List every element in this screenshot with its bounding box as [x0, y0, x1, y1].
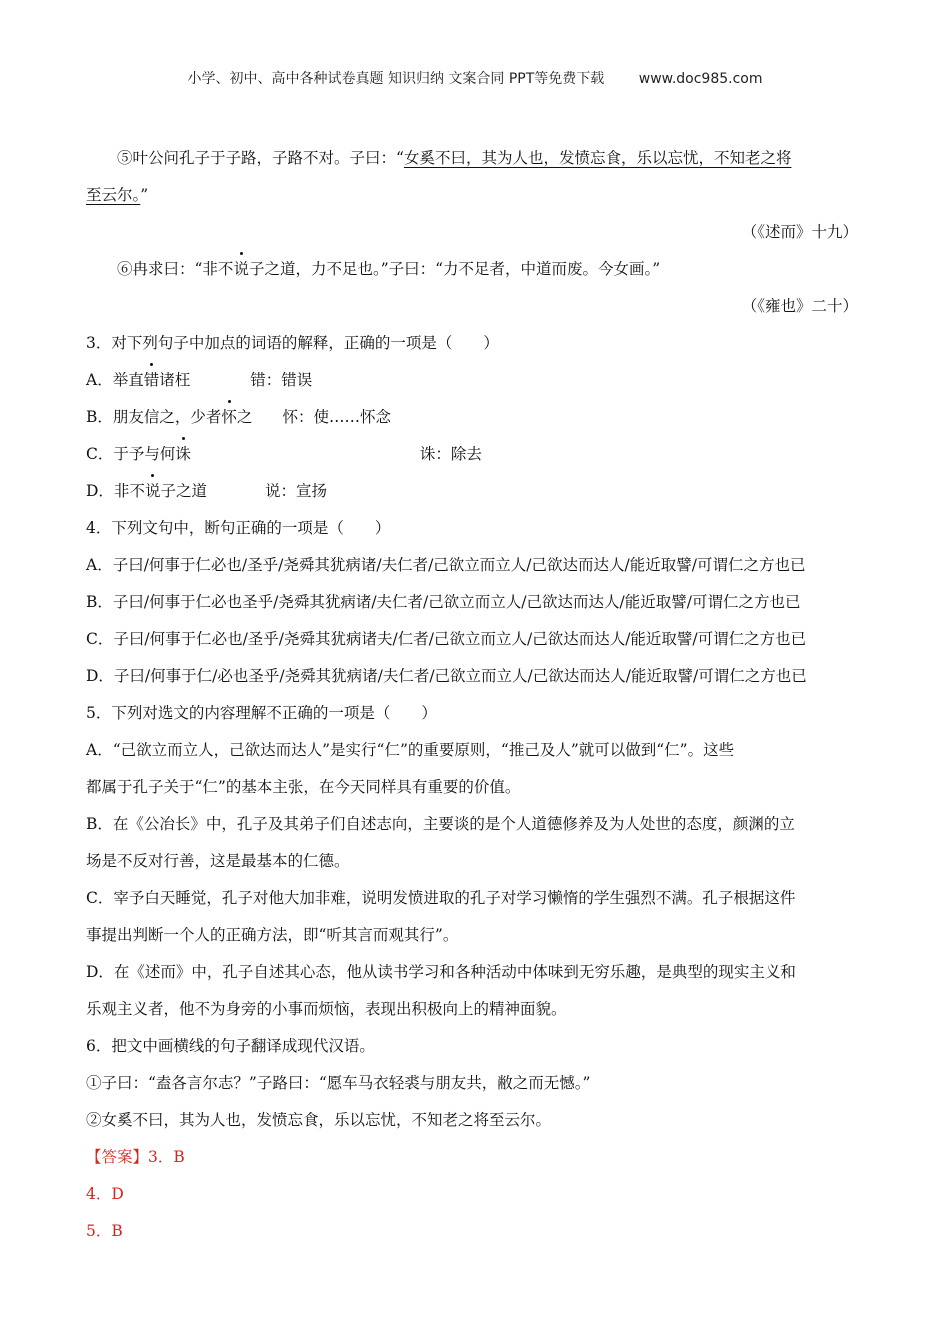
- q3-b-post: 之: [236, 408, 253, 426]
- passage-6-post: 子之道，力不足也。”子曰：“力不足者，中道而废。今女画。”: [248, 260, 661, 278]
- document-body: [86, 140, 858, 1250]
- q4-option-a: A．子曰/何事于仁必也/圣乎/尧舜其犹病诸/夫仁者/己欲立而立人/己欲达而达人/能近取譬/可谓仁之方也已: [86, 556, 806, 574]
- q4-option-b: B．子曰/何事于仁必也圣乎/尧舜其犹病诸/夫仁者/己欲立而立人/己欲达而达人/能近取譬/可谓仁之方也已: [86, 593, 801, 611]
- q5-option-a-1: A．“己欲立而立人，己欲达而达人”是实行“仁”的重要原则，“推己及人”就可以做到“仁”。这些: [86, 741, 735, 759]
- q3-b-dot: 怀: [221, 399, 237, 436]
- q3-option-b: [86, 399, 858, 436]
- answer-5: 5．B: [86, 1222, 123, 1240]
- q5-option-d-2: 乐观主义者，他不为身旁的小事而烦恼，表现出积极向上的精神面貌。: [86, 1000, 567, 1018]
- q3-option-d: [86, 473, 858, 510]
- passage-5-post: ”: [140, 186, 149, 204]
- q5-option-d-1: D．在《述而》中，孔子自述其心态，他从读书学习和各种活动中体味到无穷乐趣，是典型的现实主义和: [86, 963, 796, 981]
- q3-a-gloss: 错：错误: [250, 371, 313, 389]
- passage-6-source: （《雍也》二十）: [741, 297, 858, 315]
- passage-6-dotted-word: 说: [233, 251, 249, 288]
- q3-d-pre: D．非不: [86, 482, 145, 500]
- q4-option-c: C．子曰/何事于仁必也/圣乎/尧舜其犹病诸夫/仁者/己欲立而立人/己欲达而达人/能近取譬/可谓仁之方也已: [86, 630, 807, 648]
- passage-6-pre: ⑥冉求曰：“非不: [117, 260, 234, 278]
- passage-6: [86, 251, 858, 288]
- q3-d-dot: 说: [145, 473, 161, 510]
- q6-item-1: ①子曰：“盍各言尔志？”子路曰：“愿车马衣轻裘与朋友共，敝之而无憾。”: [86, 1074, 591, 1092]
- q3-c-gloss: 诛：除去: [419, 445, 482, 463]
- q3-b-gloss: 怀：使……怀念: [282, 408, 391, 426]
- header-text: 小学、初中、高中各种试卷真题 知识归纳 文案合同 PPT等免费下载: [187, 71, 605, 87]
- passage-5: [86, 140, 858, 177]
- header-site: www.doc985.com: [638, 71, 763, 87]
- q5-option-c-1: C．宰予白天睡觉，孔子对他大加非难，说明发愤进取的孔子对学习懒惰的学生强烈不满。孔子根据这件: [86, 889, 796, 907]
- page-header: [0, 68, 950, 88]
- q6-item-2: ②女奚不曰，其为人也，发愤忘食，乐以忘忧，不知老之将至云尔。: [86, 1111, 552, 1129]
- q5-option-b-1: B．在《公冶长》中，孔子及其弟子们自述志向，主要谈的是个人道德修养及为人处世的态度，颜渊的立: [86, 815, 795, 833]
- passage-5-pre: ⑤叶公问孔子于子路，子路不对。子曰：“: [117, 149, 404, 167]
- q5-option-c-2: 事提出判断一个人的正确方法，即“听其言而观其行”。: [86, 926, 459, 944]
- q3-a-dot: 错: [144, 362, 160, 399]
- q3-a-pre: A．举直: [86, 371, 144, 389]
- q3-d-post: 子之道: [160, 482, 207, 500]
- passage-5-source: （《述而》十九）: [741, 223, 858, 241]
- q3-c-dot: 诛: [175, 436, 191, 473]
- q3-option-a: [86, 362, 858, 399]
- answer-label: 【答案】: [86, 1148, 149, 1166]
- q3-c-pre: C．于予与何: [86, 445, 176, 463]
- q3-b-pre: B．朋友信之，少者: [86, 408, 222, 426]
- passage-5-cont: [86, 177, 858, 214]
- q3-option-c: [86, 436, 858, 473]
- q5-option-b-2: 场是不反对行善，这是最基本的仁德。: [86, 852, 350, 870]
- q5-stem: 5．下列对选文的内容理解不正确的一项是（ ）: [86, 704, 437, 722]
- passage-5-underlined-1: 女奚不曰，其为人也，发愤忘食，乐以忘忧，不知老之将: [403, 149, 792, 167]
- q6-stem: 6．把文中画横线的句子翻译成现代汉语。: [86, 1037, 375, 1055]
- answer-3: 3．B: [148, 1148, 185, 1166]
- answer-4: 4．D: [86, 1185, 124, 1203]
- q3-d-gloss: 说：宣扬: [264, 482, 327, 500]
- q4-option-d: D．子曰/何事于仁/必也圣乎/尧舜其犹病诸/夫仁者/己欲立而立人/己欲达而达人/能近取譬/可谓仁之方也已: [86, 667, 807, 685]
- answer-line-1: [86, 1139, 858, 1176]
- q3-a-post: 诸枉: [159, 371, 191, 389]
- q3-stem: 3．对下列句子中加点的词语的解释，正确的一项是（ ）: [86, 334, 499, 352]
- q5-option-a-2: 都属于孔子关于“仁”的基本主张，在今天同样具有重要的价值。: [86, 778, 521, 796]
- q4-stem: 4．下列文句中，断句正确的一项是（ ）: [86, 519, 391, 537]
- passage-5-underlined-2: 至云尔。: [86, 186, 141, 204]
